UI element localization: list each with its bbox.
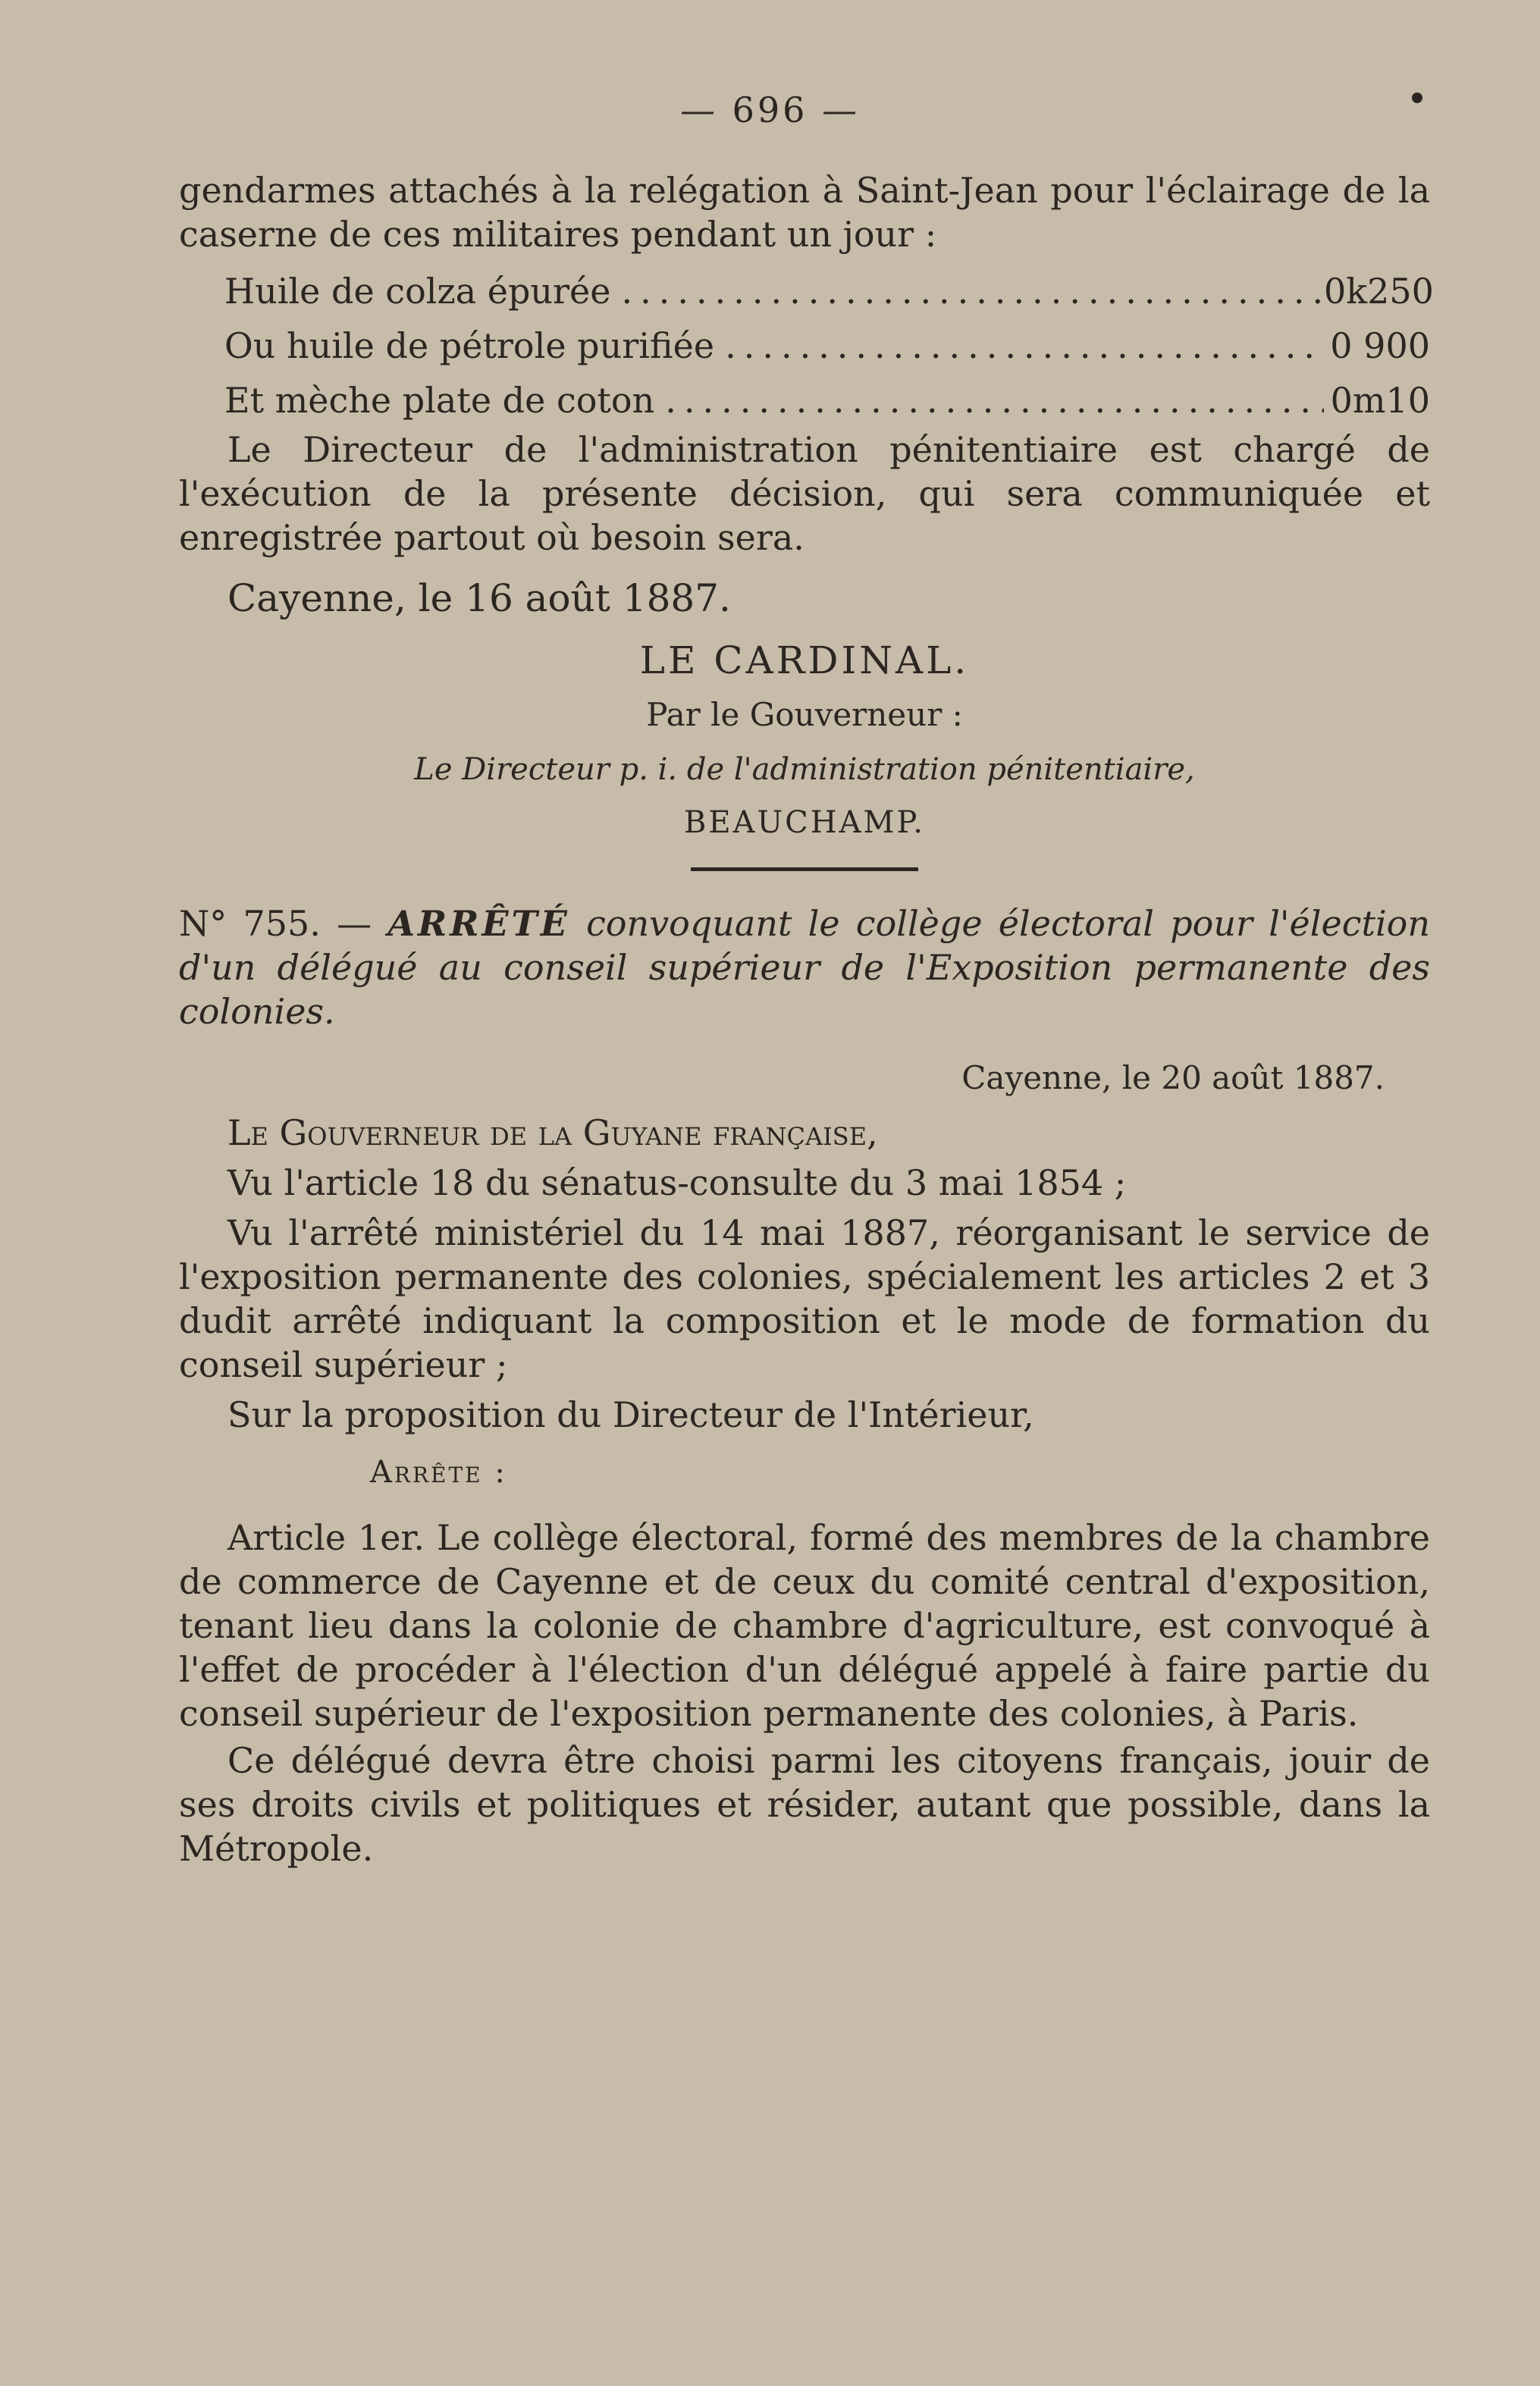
consideration: Vu l'article 18 du sénatus-consulte du 3 mai 1854 ; xyxy=(227,1162,1127,1203)
place-date: Cayenne, le 16 août 1887. xyxy=(227,576,731,620)
page-body xyxy=(179,168,1434,1870)
decree-heading: N° 755. — ARRÊTÉ convoquant le collège électoral pour l'élection d'un délégué au conseil supérieur de l'Exposition permanente des colonies. xyxy=(179,903,1430,1032)
supply-list xyxy=(224,264,1434,428)
signatory: LE CARDINAL. xyxy=(639,638,970,682)
list-item: Huile de colza épurée ..... 0k250 xyxy=(224,264,1430,318)
page-number: — 696 — xyxy=(679,89,861,130)
list-item: Et mèche plate de coton ..... 0m10 xyxy=(224,373,1430,428)
article-1-continuation: Ce délégué devra être choisi parmi les citoyens français, jouir de ses droits civils et politiques et résider, autant que possible, dans la Métropole. xyxy=(179,1740,1430,1869)
governor-heading: Le Gouverneur de la Guyane française, xyxy=(227,1112,878,1153)
closing-paragraph: Le Directeur de l'administration pénitentiaire est chargé de l'exécution de la présente décision, qui sera communiquée et enregistrée partout où besoin sera. xyxy=(179,429,1430,558)
director-title: Le Directeur p. i. de l'administration pénitentiaire, xyxy=(414,752,1195,787)
decree-title: convoquant le collège électoral pour l'élection d'un délégué au conseil supérieur de l'Exposition permanente des colonies. xyxy=(179,903,1430,1032)
ink-dot xyxy=(1412,92,1422,103)
by-governor: Par le Gouverneur : xyxy=(646,696,963,733)
decree-number: N° 755. xyxy=(179,903,321,944)
intro-paragraph: gendarmes attachés à la relégation à Saint-Jean pour l'éclairage de la caserne de ces militaires pendant un jour : xyxy=(179,170,1430,255)
article-1: Article 1er. Le collège électoral, formé des membres de la chambre de commerce de Cayenne et de ceux du comité central d'exposition, tenant lieu dans la colonie de chambre d'agriculture, est convoqué à l'effet de procéder à l'élection d'un délégué appelé à faire partie du conseil supérieur de l'exposition permanente des colonies, à Paris. xyxy=(179,1517,1430,1734)
director-name: BEAUCHAMP. xyxy=(683,805,926,840)
decree-title-bold: ARRÊTÉ xyxy=(387,903,570,944)
consideration: Sur la proposition du Directeur de l'Intérieur, xyxy=(227,1394,1034,1435)
place-date: Cayenne, le 20 août 1887. xyxy=(961,1059,1385,1096)
section-divider xyxy=(691,867,918,871)
consideration: Vu l'arrêté ministériel du 14 mai 1887, réorganisant le service de l'exposition permanente des colonies, spécialement les articles 2 et 3 dudit arrêté indiquant la composition et le mode de formation du conseil supérieur ; xyxy=(179,1212,1430,1385)
arrete-label: Arrête : xyxy=(370,1455,507,1490)
list-item: Ou huile de pétrole purifiée ..... 0 900 xyxy=(224,318,1430,373)
